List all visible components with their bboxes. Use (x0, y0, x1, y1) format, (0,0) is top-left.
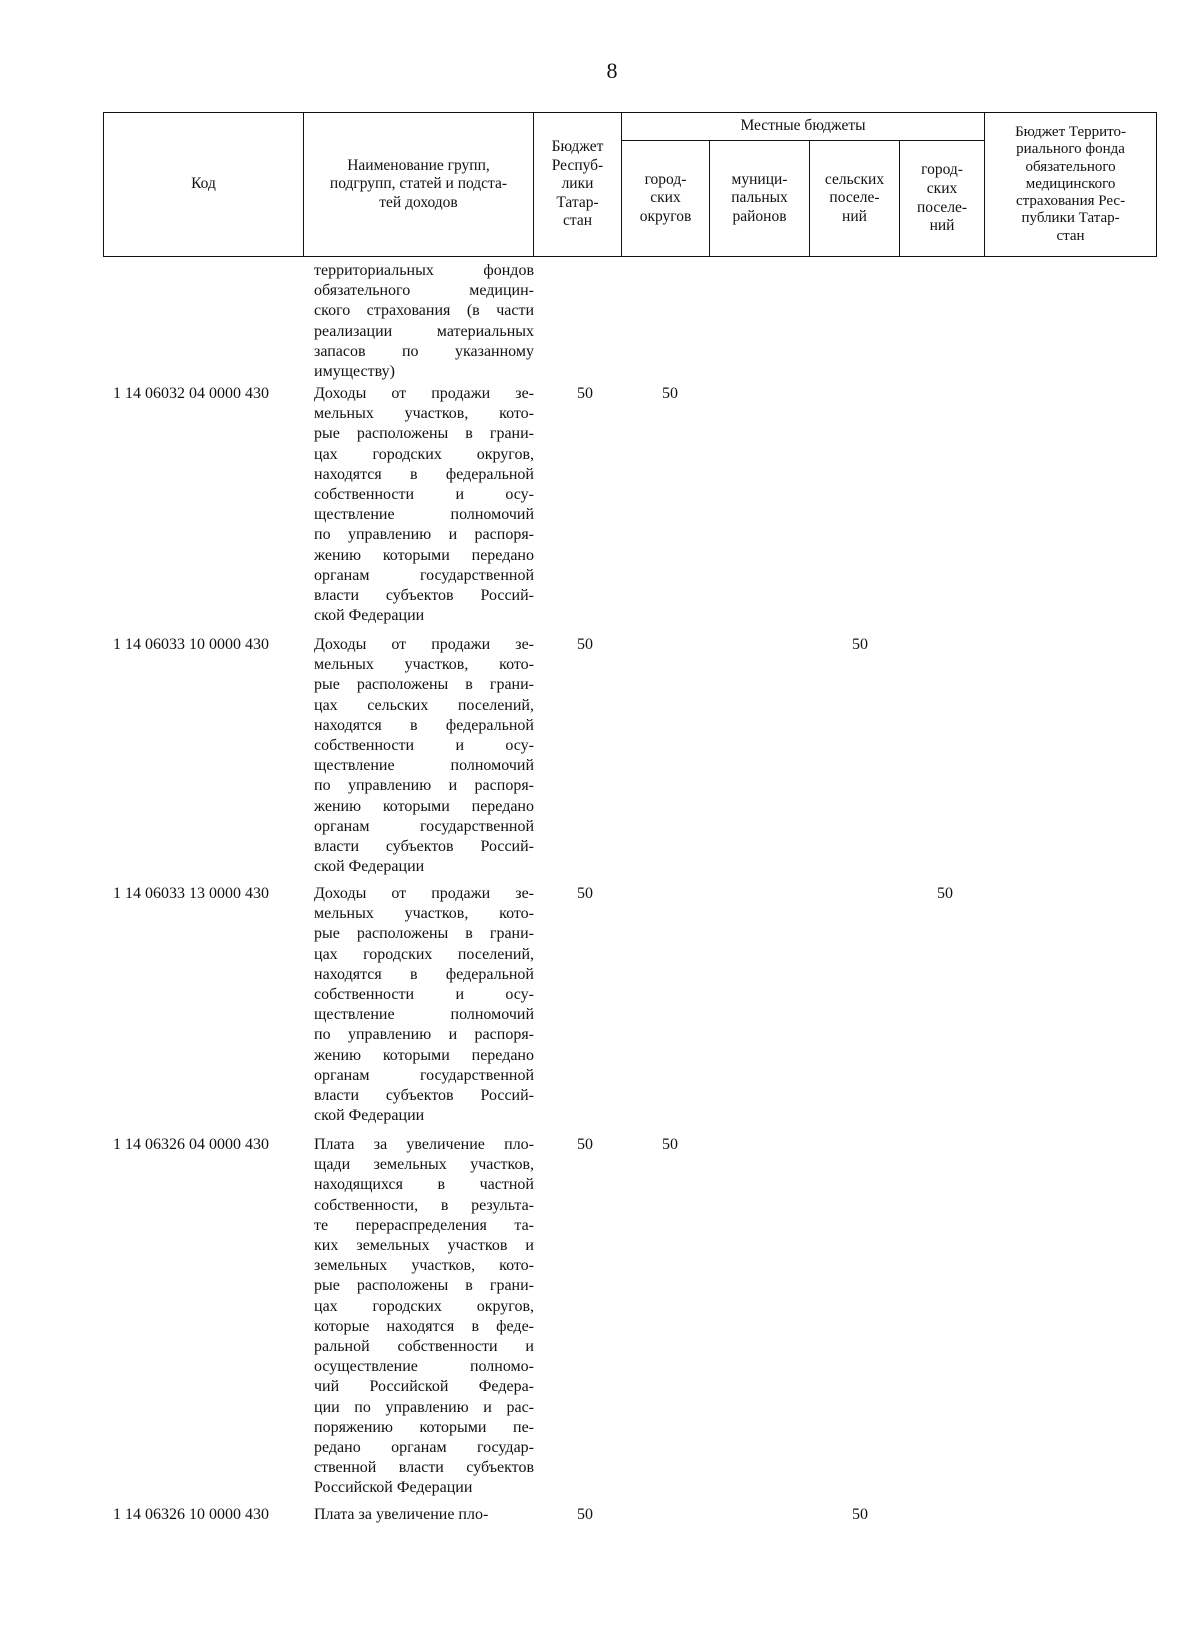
row-code: 1 14 06033 13 0000 430 (113, 885, 269, 902)
row-name-line: ких земельных участков и (314, 1237, 534, 1255)
header-urban-settlements: город- ских поселе- ний (900, 141, 985, 257)
row-name-line: запасов по указанному (314, 342, 534, 360)
row-name (314, 1135, 534, 1499)
row-value-rep: 50 (577, 885, 593, 902)
row-name-line: цах сельских поселений, (314, 696, 534, 714)
row-code: 1 14 06032 04 0000 430 (113, 385, 269, 402)
row-name-line: власти субъектов Россий- (314, 838, 534, 856)
row-name-line: собственности и осу- (314, 986, 534, 1004)
row-name-line: ществление полномочий (314, 757, 534, 775)
row-name (314, 884, 534, 1126)
header-city-districts: город- ских округов (622, 141, 710, 257)
header-name: Наименование групп, подгрупп, статей и подста- тей доходов (304, 113, 534, 257)
row-name-line: рые расположены в грани- (314, 676, 534, 694)
row-name-line: поряжению которыми пе- (314, 1418, 534, 1436)
row-name-line: ральной собственности и (314, 1338, 534, 1356)
row-value-sel: 50 (852, 636, 868, 653)
row-value-rep: 50 (577, 636, 593, 653)
header-code: Код (104, 113, 304, 257)
header-municipal-districts: муници- пальных районов (710, 141, 810, 257)
row-name-line: Доходы от продажи зе- (314, 385, 534, 402)
row-name-line: находятся в федеральной (314, 965, 534, 983)
row-name-line: собственности и осу- (314, 737, 534, 755)
row-name-line: имуществу) (314, 363, 395, 381)
row-name-line: щади земельных участков, (314, 1156, 534, 1174)
row-name-line: ственной власти субъектов (314, 1459, 534, 1477)
row-name-line: Плата за увеличение пло- (314, 1506, 489, 1523)
row-name-line: те перераспределения та- (314, 1216, 534, 1234)
row-value-rep: 50 (577, 385, 593, 402)
row-code: 1 14 06033 10 0000 430 (113, 636, 269, 653)
row-name-line: по управлению и распоря- (314, 1026, 534, 1044)
row-name (314, 384, 534, 626)
header-tfoms: Бюджет Террито- риального фонда обязательного медицинского страхования Рес- публики Татар- стан (985, 113, 1157, 257)
row-name-line: мельных участков, кото- (314, 656, 534, 674)
row-name-line: органам государственной (314, 817, 534, 835)
row-name-line: по управлению и распоря- (314, 526, 534, 544)
row-code: 1 14 06326 10 0000 430 (113, 1506, 269, 1523)
row-name-line: Плата за увеличение пло- (314, 1136, 534, 1153)
row-name-line: находятся в федеральной (314, 716, 534, 734)
table-header (103, 112, 1157, 257)
row-value-sel: 50 (852, 1506, 868, 1523)
row-name-line: ской Федерации (314, 858, 425, 876)
row-name-line: обязательного медицин- (314, 282, 534, 300)
row-name-line: ской Федерации (314, 607, 425, 625)
row-name-line: власти субъектов Россий- (314, 587, 534, 605)
row-name-line: цах городских округов, (314, 445, 534, 463)
row-name-line: находятся в федеральной (314, 465, 534, 483)
row-name-line: по управлению и распоря- (314, 777, 534, 795)
row-name-line: рые расположены в грани- (314, 925, 534, 943)
row-name-line: Доходы от продажи зе- (314, 636, 534, 653)
row-name-line: рые расположены в грани- (314, 1277, 534, 1295)
row-name-line: ской Федерации (314, 1107, 425, 1125)
row-name-line: находящихся в частной (314, 1176, 534, 1194)
row-name-line: рые расположены в грани- (314, 425, 534, 443)
row-name-line: жению которыми передано (314, 797, 534, 815)
row-value-gor: 50 (662, 1136, 678, 1153)
header-rep-budget: Бюджет Респуб- лики Татар- стан (534, 113, 622, 257)
row-name-line: реализации материальных (314, 322, 534, 340)
row-value-rep: 50 (577, 1136, 593, 1153)
row-name (314, 1505, 534, 1525)
row-name-line: осуществление полномо- (314, 1358, 534, 1376)
row-name-line: собственности и осу- (314, 486, 534, 504)
row-name-line: цах городских поселений, (314, 945, 534, 963)
row-name-line: Доходы от продажи зе- (314, 885, 534, 902)
row-name (314, 261, 534, 382)
row-value-gor: 50 (662, 385, 678, 402)
row-name-line: земельных участков, кото- (314, 1257, 534, 1275)
row-name-line: собственности, в результа- (314, 1196, 534, 1214)
row-name-line: мельных участков, кото- (314, 405, 534, 423)
row-name-line: ществление полномочий (314, 1006, 534, 1024)
row-name-line: ществление полномочий (314, 506, 534, 524)
row-name-line: редано органам государ- (314, 1439, 534, 1457)
page-number: 8 (606, 58, 618, 83)
row-name-line: мельных участков, кото- (314, 905, 534, 923)
row-name-line: жению которыми передано (314, 1046, 534, 1064)
row-name-line: жению которыми передано (314, 546, 534, 564)
row-name-line: ции по управлению и рас- (314, 1398, 534, 1416)
header-local-budgets: Местные бюджеты (622, 113, 985, 141)
row-value-gpos: 50 (937, 885, 953, 902)
row-name-line: цах городских округов, (314, 1297, 534, 1315)
header-rural-settlements: сельских поселе- ний (810, 141, 900, 257)
row-name-line: которые находятся в феде- (314, 1317, 534, 1335)
row-name-line: Российской Федерации (314, 1479, 473, 1497)
row-name-line: власти субъектов Россий- (314, 1087, 534, 1105)
row-name-line: территориальных фондов (314, 262, 534, 279)
row-code: 1 14 06326 04 0000 430 (113, 1136, 269, 1153)
row-value-rep: 50 (577, 1506, 593, 1523)
row-name-line: органам государственной (314, 566, 534, 584)
row-name-line: чий Российской Федера- (314, 1378, 534, 1396)
row-name-line: органам государственной (314, 1066, 534, 1084)
row-name (314, 635, 534, 877)
row-name-line: ского страхования (в части (314, 302, 534, 320)
